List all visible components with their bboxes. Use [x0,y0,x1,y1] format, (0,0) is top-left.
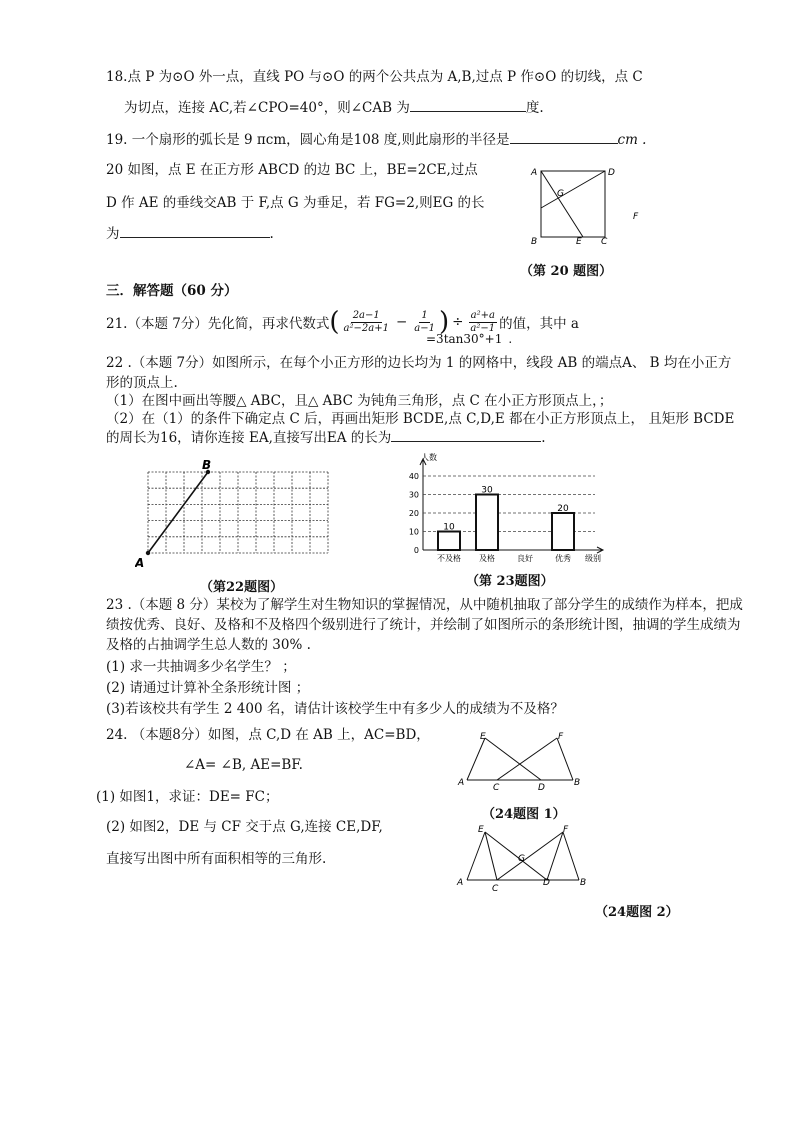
q19-answer-blank[interactable] [510,129,618,144]
q20-label-d: D [608,168,615,178]
q24-caption-1: （24题图 1） [482,807,566,822]
q24-f2-label-a: A [457,878,464,888]
q23-sub3: (3)若该校共有学生 2 400 名，请估计该校学生中有多少人的成绩为不及格？ [106,701,564,717]
q20-line-df [541,171,605,208]
q18-line1: 18.点 P 为⊙O 外一点，直线 PO 与⊙O 的两个公共点为 A,B,过点 P 作⊙O 的切线，点 C [106,69,643,85]
q20-label-f: F [633,212,639,222]
q24-sub2b: 直接写出图中所有面积相等的三角形. [106,851,327,867]
q19-unit: cm . [617,132,647,148]
q20-label-a: A [531,168,538,178]
q21-fraction-3: $\frac{\text{a²+a}}{\text{a²−1}}$ [470,309,496,334]
bar [476,495,498,551]
y-tick-label: 0 [413,546,419,555]
q20-caption: （第 20 题图） [520,264,613,279]
q21-fraction-2: $\frac{1}{a-1}$ [414,309,435,334]
q22-grid-figure [135,455,335,570]
q20-line3-end: . [269,226,274,242]
q24-f2-label-d: D [543,878,550,888]
q20-line3 [106,223,274,245]
q22-answer-blank[interactable] [391,427,541,442]
q24-f1-label-e: E [480,732,486,742]
q20-label-b: B [531,237,538,247]
q20-line1: 20 如图，点 E 在正方形 ABCD 的边 BC 上，BE=2CE,过点 [106,162,478,178]
q22-label-b: B [202,458,212,472]
q24-f1-label-d: D [538,783,545,792]
q24-f1-label-b: B [574,778,581,788]
q22-line1: 22 .（本题 7分）如图所示，在每个小正方形的边长均为 1 的网格中，线段 AB 的端点A、 B 均在小正方 [106,355,732,371]
x-tick-label: 不及格 [437,554,461,563]
q24-line1: 24. （本题8分）如图，点 C,D 在 AB 上，AC=BD， [106,727,430,743]
q23-sub2: (2) 请通过计算补全条形统计图 ； [106,680,310,696]
q23-line1: 23 .（本题 8 分）某校为了解学生对生物知识的掌握情况，从中随机抽取了部分学生的成绩作为样本，把成 [106,597,743,613]
q20-label-e: E [576,237,582,247]
q22-line3: （1）在图中画出等腰△ ABC，且△ ABC 为钝角三角形，点 C 在小正方形顶点上，； [106,393,613,409]
q24-sub2: (2) 如图2，DE 与 CF 交于点 G,连接 CE,DF, [106,819,383,835]
bar [438,532,460,551]
q18-line2-text: 为切点，连接 AC,若∠CPO=40°，则∠CAB 为 [124,100,410,116]
section-3-heading: 三．解答题（60 分） [106,283,238,299]
q23-sub1: (1) 求一共抽调多少名学生？ ； [106,659,296,675]
q20-figure [520,160,650,255]
q22-label-a: A [135,556,145,570]
y-tick-label: 40 [408,472,419,481]
x-tick-label: 及格 [479,554,495,563]
q22-line5: 的周长为16，请你连接 EA,直接写出EA 的长为 . [106,427,546,449]
q22-line2: 形的顶点上. [106,375,178,391]
y-tick-label: 30 [408,490,419,500]
y-axis-label: 人数 [421,453,437,462]
q21-prefix: 21.（本题 7分）先化简，再求代数式 [106,316,330,332]
q24-f2-label-b: B [580,878,587,888]
q19-text: 19. 一个扇形的弧长是 9 πcm，圆心角是108 度,则此扇形的半径是 [106,132,510,148]
q22-line4: （2）在（1）的条件下确定点 C 后，再画出矩形 BCDE,点 C,D,E 都在小正方形顶点上， 且矩形 BCDE [106,411,735,427]
q18-line2-end: 度. [525,100,544,116]
q24-f1-label-f: F [558,732,564,742]
q24-f2-label-f: F [563,825,569,835]
q20-label-c: C [601,237,608,247]
q24-f2-label-g: G [518,854,525,864]
q21-fraction-1: $\frac{2a-1}{\text{a²−2a+1}}$ [343,309,389,334]
x-tick-label: 良好 [517,554,533,563]
q21-condition: =3tan30°+1 . [426,332,513,346]
q21-suffix: 的值，其中 a [499,316,579,332]
q23-line3: 及格的占抽调学生总人数的 30% . [106,637,311,653]
q19-line [106,129,646,151]
q20-answer-blank[interactable] [120,223,270,238]
x-axis-label: 级别 [585,554,601,563]
q22-caption: （第22题图） [200,580,284,595]
q24-caption-2: （24题图 2） [595,905,679,920]
q23-bar-chart [395,452,625,567]
bar [552,513,574,550]
q24-f1-label-c: C [493,783,500,792]
q23-caption: （第 23题图） [466,574,554,589]
q20-label-g: G [557,189,564,199]
bar-data-label: 20 [557,504,569,514]
q24-line2: ∠A= ∠B, AE=BF. [184,757,303,773]
q24-f1-label-a: A [458,778,465,788]
q18-line2 [124,97,544,119]
q24-f2-label-e: E [478,825,484,835]
bar-data-label: 10 [443,522,455,533]
q23-line2: 绩按优秀、良好、及格和不及格四个级别进行了统计，并绘制了如图所示的条形统计图，抽调的学生成绩为 [106,617,741,633]
q24-figure-1 [455,730,585,792]
q20-line2: D 作 AE 的垂线交AB 于 F,点 G 为垂足，若 FG=2,则EG 的长 [106,195,485,211]
q21-line: 21.（本题 7分）先化简，再求代数式 ( $\frac{2a-1}{\text{a²−2a+1}}$ − $\frac{1}{a-1}$ ) ÷ $\frac{\text{a²+a}}{\text{a²−1}}$ 的值，其中 a [106,307,579,337]
bar-data-label: 30 [481,485,493,496]
y-tick-label: 10 [408,527,419,537]
y-tick-label: 20 [408,509,419,518]
q22-segment-ab [148,472,208,553]
q18-answer-blank[interactable] [410,97,526,112]
q24-f2-label-c: C [492,884,499,892]
q20-line3-text: 为 [106,226,120,242]
q24-sub1: (1) 如图1，求证：DE= FC； [96,789,279,805]
q24-figure-2 [455,820,590,892]
x-tick-label: 优秀 [555,554,571,563]
